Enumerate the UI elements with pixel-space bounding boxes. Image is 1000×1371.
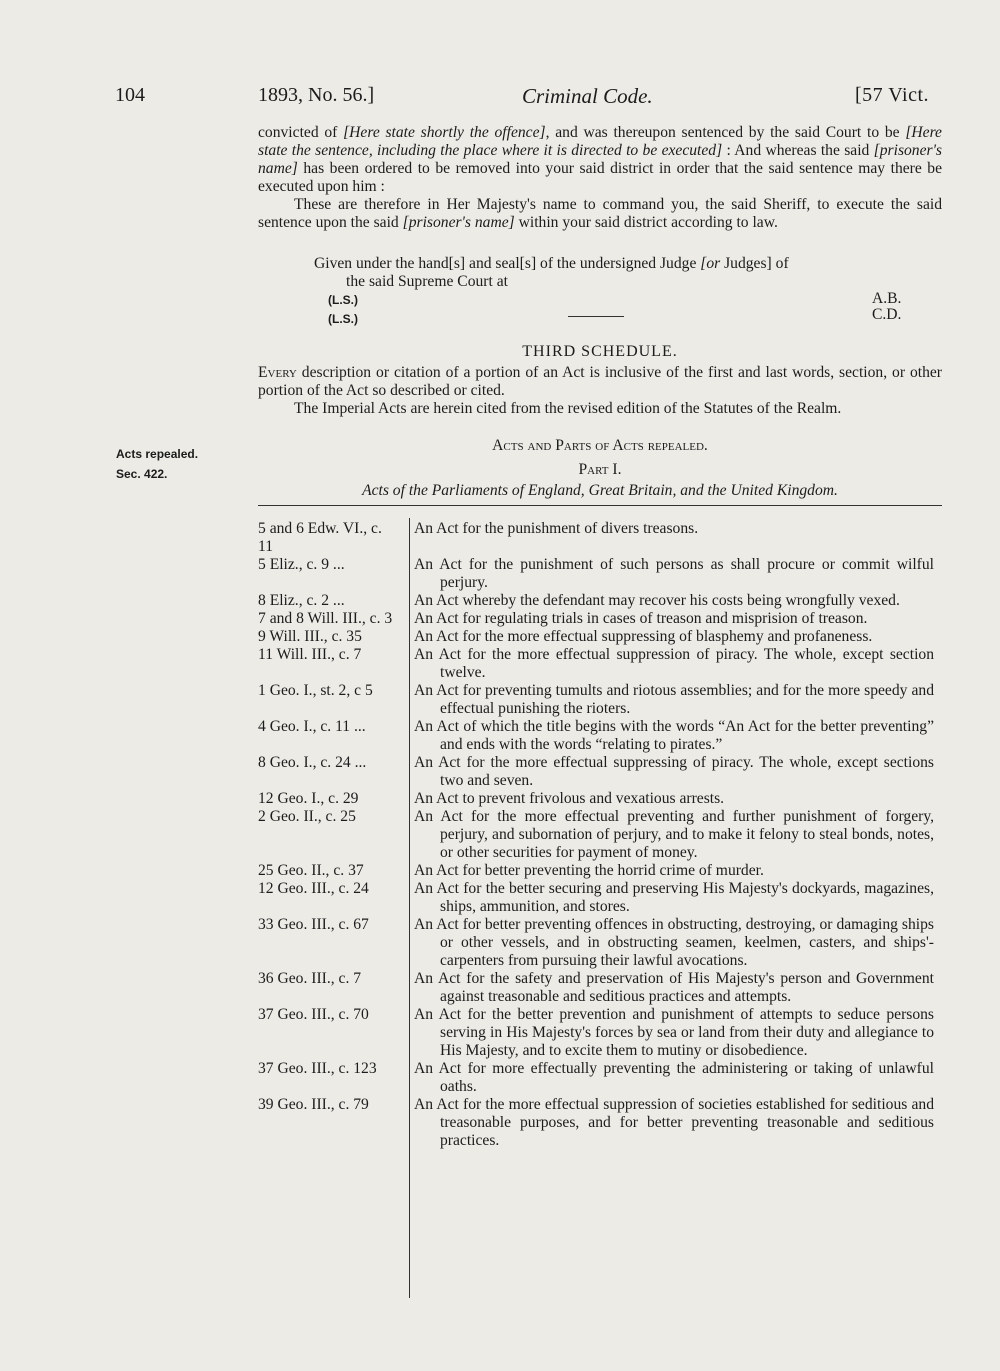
table-row [258,556,942,592]
table-row [258,862,942,880]
table-row [258,1060,942,1096]
table-row [258,592,942,610]
act-description: An Act for the safety and preservation of His Majesty's person and Government against treasonable and seditious practices and attempts. [414,970,934,1005]
act-description: An Act for better preventing the horrid crime of murder. [414,862,764,879]
act-citation: 1 Geo. I., st. 2, c 5 [258,682,373,699]
act-description: An Act for the more effectual suppression of piracy. The whole, except section twelve. [414,646,934,681]
act-citation: 5 Eliz., c. 9 ... [258,556,345,573]
warrant-text [258,124,942,232]
act-description: An Act for the more effectual suppressing of piracy. The whole, except sections two and seven. [414,754,934,789]
table-row [258,682,942,718]
table-row [258,646,942,682]
act-description: An Act for the punishment of such persons as shall procure or commit wilful perjury. [414,556,934,591]
act-citation: 7 and 8 Will. III., c. 3 [258,610,393,627]
running-title: Criminal Code. [522,84,653,108]
act-citation: 5 and 6 Edw. VI., c. 11 [258,520,382,555]
act-description: An Act for the more effectual preventing and further punishment of forgery, perjury, and subornation of perjury, and to make it felony to steal bonds, notes, or other securities for payment of money. [414,808,934,861]
act-citation: 8 Geo. I., c. 24 ... [258,754,367,771]
table-row [258,754,942,790]
table-row [258,880,942,916]
act-description: An Act for the more effectual suppressing of blasphemy and profaneness. [414,628,873,645]
table-row [258,610,942,628]
seal-1: (L.S.) [328,293,358,307]
act-description: An Act for the better securing and preserving His Majesty's dockyards, magazines, ships, ammunition, and stores. [414,880,934,915]
margin-note-acts-repealed: Acts repealed. [116,447,199,461]
act-citation: 2 Geo. II., c. 25 [258,808,356,825]
act-year-number: 1893, No. 56.] [258,84,375,106]
table-row [258,628,942,646]
margin-note-section: Sec. 422. [116,467,168,481]
table-row [258,520,942,556]
act-description: An Act for more effectually preventing the administering or taking of unlawful oaths. [414,1060,934,1095]
regnal-year: [57 Vict. [855,84,930,106]
table-row [258,970,942,1006]
table-row [258,808,942,862]
page-number: 104 [115,84,145,106]
act-citation: 33 Geo. III., c. 67 [258,916,369,933]
table-row [258,1006,942,1060]
table-row [258,1096,942,1150]
act-description: An Act for the better prevention and punishment of attempts to seduce persons serving in His Majesty's forces by sea or land from their duty and allegiance to His Majesty, and to excite them to mutiny or disobedience. [414,1006,934,1059]
act-description: An Act for preventing tumults and riotous assemblies; and for the more speedy and effectual punishing the rioters. [414,682,934,717]
act-citation: 11 Will. III., c. 7 [258,646,362,663]
seal-2: (L.S.) [328,312,358,326]
act-description: An Act for regulating trials in cases of treason and misprision of treason. [414,610,868,627]
part-heading: Part I. [578,461,622,478]
act-description: An Act for better preventing offences in obstructing, destroying, or damaging ships or other vessels, and in obstructing seamen, keelmen, casters, and ships'-carpenters from pursuing their lawful avocations. [414,916,934,969]
warrant-paragraph-2: These are therefore in Her Majesty's name to command you, the said Sheriff, to execute the said sentence upon the said [prisoner's name] within your said district according to law. [258,196,942,231]
act-citation: 12 Geo. I., c. 29 [258,790,359,807]
act-description: An Act of which the title begins with the words “An Act for the better preventing” and ends with the words “relating to pirates.” [414,718,934,753]
act-citation: 25 Geo. II., c. 37 [258,862,364,879]
part-subtitle: Acts of the Parliaments of England, Great Britain, and the United Kingdom. [362,482,838,499]
act-citation: 39 Geo. III., c. 79 [258,1096,369,1113]
schedule-heading: THIRD SCHEDULE. [522,343,678,360]
given-under-clause: Given under the hand[s] and seal[s] of the undersigned Judge [or Judges] of the said Supreme Court at [314,255,789,290]
act-description: An Act whereby the defendant may recover his costs being wrongfully vexed. [414,592,900,609]
acts-repealed-table [258,520,942,1150]
schedule-intro: Every description or citation of a portion of an Act is inclusive of the first and last words, section, or other portion of the Act so described or cited. The Imperial Acts are herein cited from the revised edition of the Statutes of the Realm. [258,364,942,417]
act-citation: 12 Geo. III., c. 24 [258,880,369,897]
signature-2: C.D. [872,306,902,323]
act-citation: 37 Geo. III., c. 70 [258,1006,369,1023]
signature-1: A.B. [872,290,902,307]
act-citation: 9 Will. III., c. 35 [258,628,362,645]
act-citation: 8 Eliz., c. 2 ... [258,592,345,609]
act-description: An Act to prevent frivolous and vexatious arrests. [414,790,725,807]
table-row [258,916,942,970]
table-row [258,718,942,754]
act-citation: 37 Geo. III., c. 123 [258,1060,377,1077]
act-description: An Act for the punishment of divers treasons. [414,520,699,537]
table-top-rule [258,505,942,506]
acts-repealed-heading: Acts and Parts of Acts repealed. [492,437,708,454]
act-description: An Act for the more effectual suppression of societies established for seditious and treasonable purposes, and for better preventing treasonable and seditious practices. [414,1096,934,1149]
signature-divider [568,316,624,317]
table-row [258,790,942,808]
act-citation: 4 Geo. I., c. 11 ... [258,718,366,735]
warrant-paragraph-1: convicted of [Here state shortly the offence], and was thereupon sentenced by the said Court to be [Here state the sentence, including the place where it is directed to be executed] : And whereas the said [prisoner's name] has been ordered to be removed into your said district in order that the said sentence may there be executed upon him : [258,124,942,195]
act-citation: 36 Geo. III., c. 7 [258,970,362,987]
